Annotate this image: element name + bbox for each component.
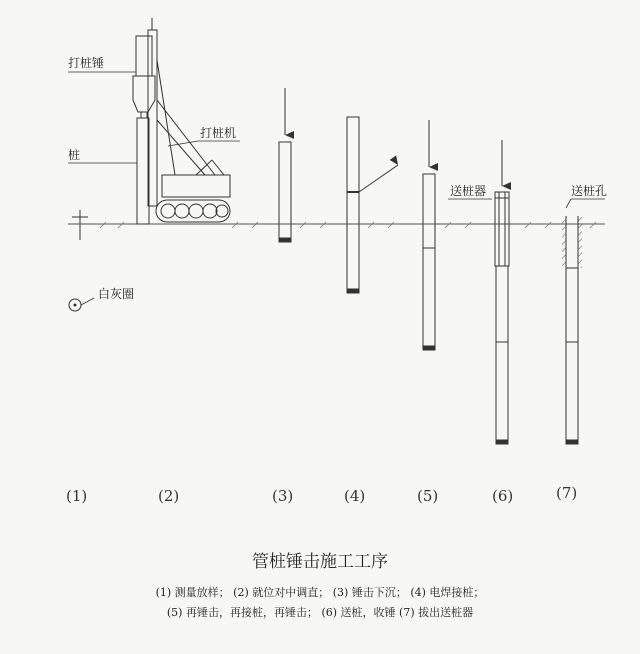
crawler-track [156, 200, 230, 222]
machine-pile [137, 118, 149, 224]
ground-hatching [100, 222, 596, 228]
lime-circle-symbol [69, 298, 94, 311]
step-number-2: (2) [158, 487, 180, 505]
step6-pile [496, 266, 508, 444]
step5-rehammering [423, 120, 435, 350]
step-number-3: (3) [272, 487, 294, 505]
step7-withdraw [562, 216, 582, 444]
step4-pile [347, 117, 359, 293]
step6-follower-body [495, 192, 509, 266]
step3-hammering [279, 88, 291, 242]
caption-line-1: (1) 测量放样； (2) 就位对中调直； (3) 锤击下沉； (4) 电焊接桩； [155, 586, 485, 599]
label-hammer: 打桩锤 [68, 56, 105, 70]
label-lime-ring: 白灰圈 [98, 287, 135, 301]
diagram-title: 管桩锤击施工工序 [252, 552, 388, 572]
step4-welding [347, 117, 398, 293]
label-follower: 送桩器 [450, 184, 487, 198]
step-number-6: (6) [492, 487, 514, 505]
machine-cab [162, 175, 230, 197]
step3-pile-tip [279, 238, 291, 242]
pile-driving-machine [133, 18, 230, 224]
label-machine: 打桩机 [200, 126, 237, 140]
step-number-5: (5) [417, 487, 439, 505]
step3-pile [279, 142, 291, 242]
caption-line-2: (5) 再锤击，再接桩，再锤击； (6) 送桩，收锤 (7) 拔出送桩器 [166, 606, 474, 619]
step5-pile [423, 174, 435, 350]
step4-weld-arrow [359, 165, 398, 192]
step7-pile [566, 268, 578, 444]
survey-cross-marker [72, 210, 88, 240]
label-follower-hole: 送桩孔 [571, 184, 608, 198]
label-pile: 桩 [68, 148, 81, 162]
step6-follower [495, 140, 509, 444]
step-number-4: (4) [344, 487, 366, 505]
step-number-7: (7) [556, 484, 578, 502]
hammer-body [136, 36, 152, 76]
hammer-cushion [133, 76, 155, 112]
step-number-1: (1) [66, 487, 88, 505]
